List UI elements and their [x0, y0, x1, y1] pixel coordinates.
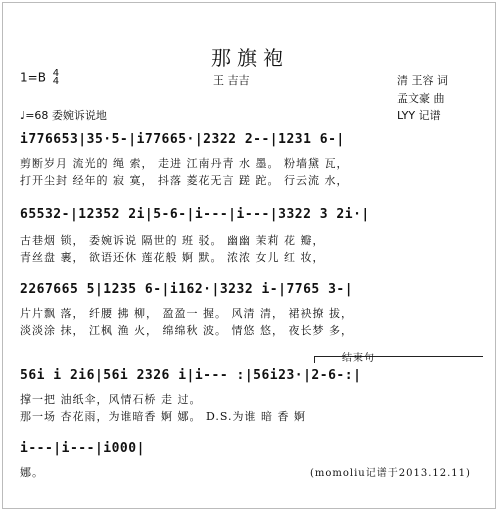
- lyricist: 清 王容 词: [397, 74, 448, 87]
- system-2-notes: 65532-|12352 2i|5-6-|i---|i---|3322 3 2i·|: [20, 207, 370, 222]
- ending-bracket: [314, 356, 483, 363]
- system-5-lyrics-verse1: 娜。: [20, 466, 44, 479]
- system-5-notes: i---|i---|i000|: [20, 441, 145, 456]
- system-1-notes: i776653|35·5-|i77665·|2322 2--|1231 6-|: [20, 132, 345, 147]
- system-3-notes: 2267665 5|1235 6-|i162·|3232 i-|7765 3-|: [20, 282, 354, 297]
- system-1-lyrics-verse1: 剪断岁月 流光的 绳 索， 走进 江南丹青 水 墨。 粉墙黛 瓦，: [20, 157, 349, 170]
- system-4-notes: 56i i 2i6|56i 2326 i|i--- :|56i23·|2-6-:|: [20, 368, 362, 383]
- tempo-marking: ♩=68 委婉诉说地: [20, 109, 107, 122]
- time-top: 4: [52, 68, 60, 79]
- time-bottom: 4: [52, 76, 60, 87]
- transcriber: LYY 记谱: [397, 109, 441, 122]
- time-signature: [53, 70, 59, 86]
- transcription-footer: (momoliu记谱于2013.12.11): [310, 468, 471, 479]
- system-2-lyrics-verse1: 古巷烟 锁， 委婉诉说 隔世的 班 驳。 幽幽 茉莉 花 瓣，: [20, 234, 325, 247]
- ending-label: 结束句: [342, 353, 375, 364]
- composer: 孟文豪 曲: [397, 92, 445, 105]
- key-label: 1=B: [20, 70, 46, 85]
- system-3-lyrics-verse2: 淡淡涂 抹， 江枫 渔 火， 绵绵秋 波。 情悠 悠， 夜长梦 多，: [20, 324, 353, 337]
- key-signature: [20, 70, 59, 86]
- system-3-lyrics-verse1: 片片飘 落， 纤腰 拂 柳， 盈盈一 握。 风清 清， 裙袂撩 拔，: [20, 307, 353, 320]
- singer: 王 吉吉: [213, 74, 250, 87]
- system-4-lyrics-verse2: 那一场 杏花雨，为谁暗香 婀 娜。 D.S.为谁 暗 香 婀: [20, 410, 307, 423]
- system-2-lyrics-verse2: 青丝盘 裹， 欲语还休 莲花般 婀 默。 浓浓 女儿 红 妆，: [20, 251, 325, 264]
- system-1-lyrics-verse2: 打开尘封 经年的 寂 寞， 抖落 菱花无言 蹉 跎。 行云流 水，: [20, 174, 349, 187]
- song-title: 那旗袍: [211, 46, 289, 70]
- system-4-lyrics-verse1: 撑一把 油纸伞，风情石桥 走 过。: [20, 393, 202, 406]
